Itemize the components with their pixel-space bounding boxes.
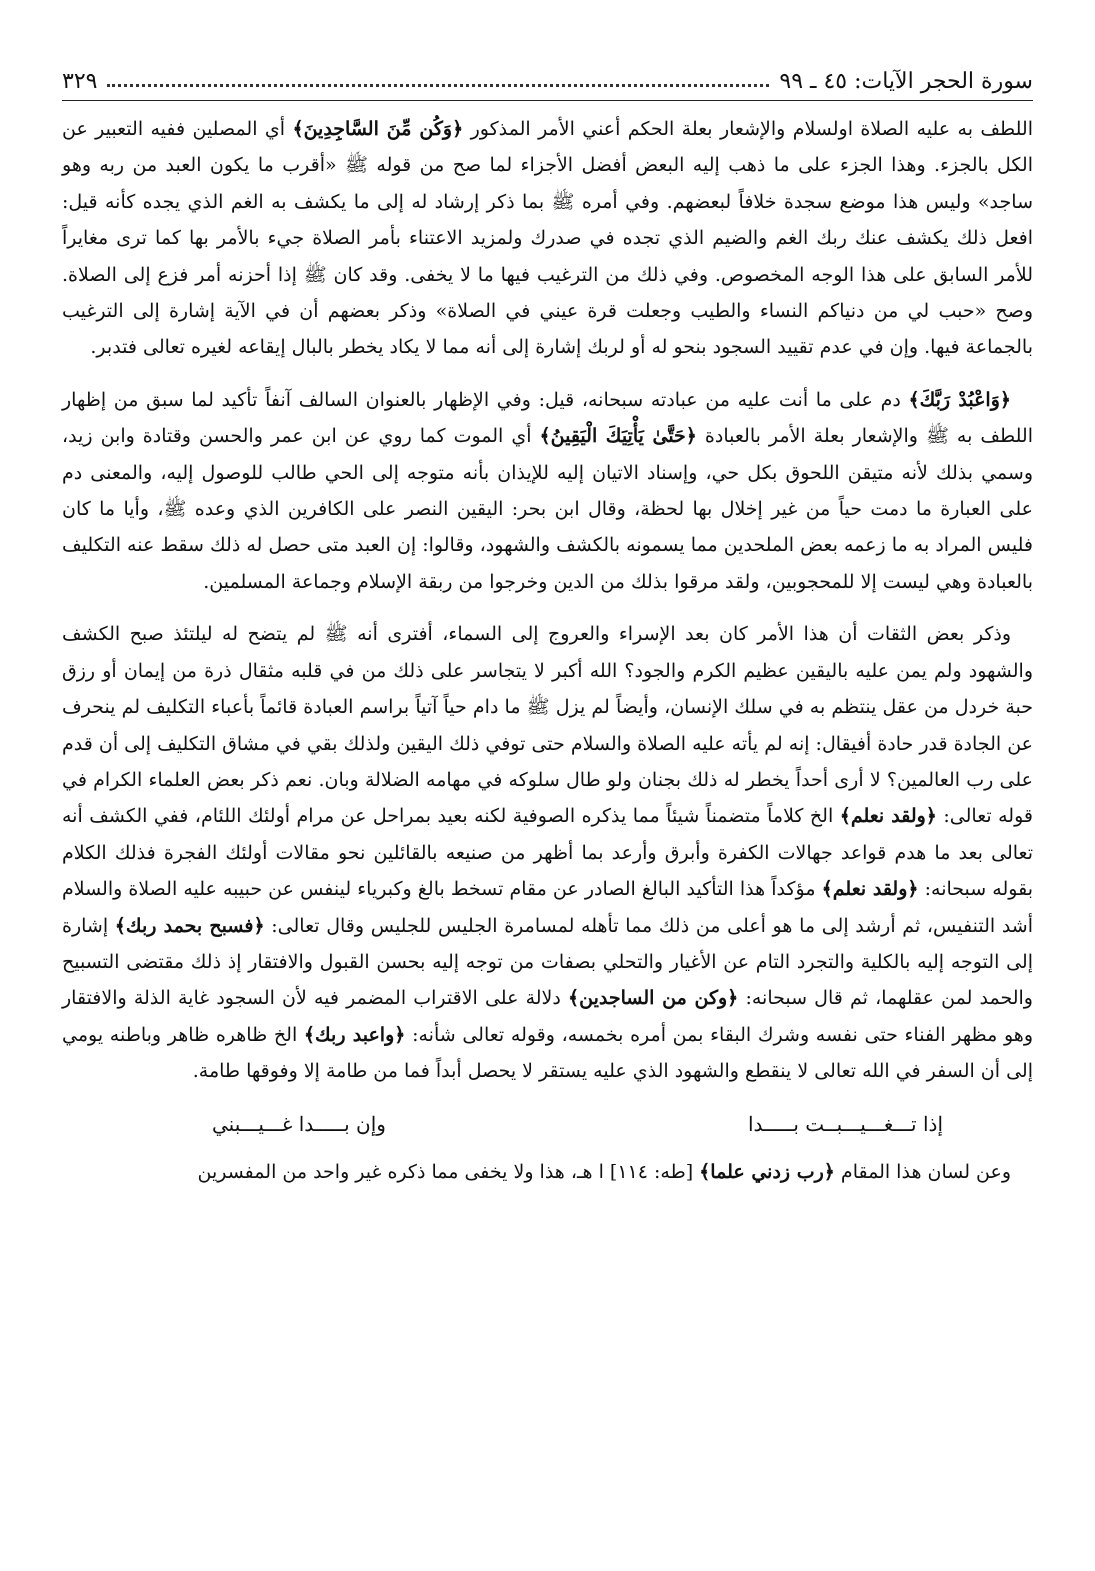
closing-paragraph xyxy=(62,1154,1033,1190)
quran-quote: ﴿رب زدني علما﴾ xyxy=(699,1160,835,1183)
verse-first-hemistich: إذا تـــغـــيـــبــت بـــــدا xyxy=(747,1111,943,1136)
text-segment: الخ ظاهره ظاهر وباطنه يومي إلى أن السفر في الله تعالى لا ينقطع والشهود الذي عليه يستقر لا يحصل أبداً فما من طامة إلا وفوقها طامة. xyxy=(62,1023,1033,1083)
text-segment: دلالة على الاقتراب المضمر فيه لأن السجود غاية الذلة والافتقار وهو مظهر الفناء حتى نفسه وشرك البقاء بمن أمره بخمسه، وقوله تعالى شأنه: xyxy=(62,987,1033,1046)
text-segment: مؤكداً هذا التأكيد البالغ الصادر عن مقام تسخط بالغ وكبرياء لينفس عن حبيبه عليه الصلاة والسلام أشد التنفيس، ثم أرشد إلى ما هو أعلى من ذلك مما تأهله لمسامرة الجليس للجليس وقال تعالى: xyxy=(62,878,1033,937)
quran-quote: ﴿واعبد ربك﴾ xyxy=(303,1023,406,1046)
text-segment: [طه: ١١٤] ا هـ، هذا ولا يخفى مما ذكره غير واحد من المفسرين xyxy=(197,1160,700,1183)
text-segment: أي الموت كما روي عن ابن عمر والحسن وقتادة وابن زيد، وسمي بذلك لأنه متيقن اللحوق بكل حي، وإسناد الاتيان إليه للإيذان بأنه متوجه إلى الحي طالب للوصول إليه، والمعنى دم على العبارة ما دمت حياً من غير إخلال بها لحظة، وقال ابن بحر: اليقين النصر على الكافرين الذي وعده ﷺ، وأيا ما كان فليس المراد به ما زعمه بعض الملحدين مما يسمونه بالكشف والشهود، وقالوا: إن العبد متى حصل له ذلك سقط عنه التكليف بالعبادة وهي ليست إلا للمحجوبين، ولقد مرقوا بذلك من الدين وخرجوا من ربقة الإسلام وجماعة المسلمين. xyxy=(62,425,1033,593)
poetry-verse xyxy=(212,1106,943,1142)
quran-quote: ﴿ولقد نعلم﴾ xyxy=(839,805,937,828)
paragraph-2 xyxy=(62,382,1033,600)
text-segment: إشارة إلى التوجه إليه بالكلية والتجرد التام عن الأغيار والتحلي بصفات من توجه إليه بحسن القبول والافتقار إذ ذلك مقتضى التسبيح والحمد لمن عقلهما، ثم قال سبحانه: xyxy=(62,914,1033,1010)
running-header xyxy=(62,58,1033,101)
quran-quote: ﴿وكن من الساجدين﴾ xyxy=(568,987,739,1010)
text-segment: دم على ما أنت عليه من عبادته سبحانه، قيل: وفي الإظهار بالعنوان السالف آنفاً تأكيد لما سبق من إظهار اللطف به ﷺ والإشعار بعلة الأمر بالعبادة xyxy=(62,388,1033,448)
text-segment: اللطف به عليه الصلاة اولسلام والإشعار بعلة الحكم أعني الأمر المذكور xyxy=(463,118,1033,140)
page-body xyxy=(62,111,1033,1190)
quran-quote: ﴿وَاعْبُدْ رَبَّكَ﴾ xyxy=(908,388,1011,411)
quran-quote: ﴿فسبح بحمد ربك﴾ xyxy=(114,914,265,937)
page-number: ٣٢٩ xyxy=(62,69,98,94)
paragraph-3 xyxy=(62,616,1033,1089)
quran-quote: ﴿وَكُن مِّنَ السَّاجِدِينَ﴾ xyxy=(292,118,464,140)
text-segment: أي المصلين ففيه التعبير عن الكل بالجزء. وهذا الجزء على ما ذهب إليه البعض أفضل الأجزاء لما صح من قوله ﷺ «أقرب ما يكون العبد من ربه وهو ساجد» وليس هذا موضع سجدة خلافاً لبعضهم. وفي أمره ﷺ بما ذكر إرشاد له إلى ما يكشف به الغم الذي يجده كأنه قيل: افعل ذلك يكشف عنك ربك الغم والضيم الذي تجده في صدرك ولمزيد الاعتناء بأمر الصلاة جيء بالأمر بها كما ترى مغايراً للأمر السابق على هذا الوجه المخصوص. وفي ذلك من الترغيب فيها ما لا يخفى. وقد كان ﷺ إذا أحزنه أمر فزع إلى الصلاة. وصح «حبب لي من دنياكم النساء والطيب وجعلت قرة عيني في الصلاة» وذكر بعضهم أن في الآية إشارة إلى الترغيب بالجماعة فيها. وإن في عدم تقييد السجود بنحو له أو لربك إشارة إلى أنه مما لا يكاد يخطر بالبال إيقاعه لغيره تعالى فتدبر. xyxy=(62,118,1033,359)
leader-dots xyxy=(107,84,769,87)
text-segment: وعن لسان هذا المقام xyxy=(834,1160,1011,1183)
surah-title: سورة الحجر الآيات: ٤٥ ـ ٩٩ xyxy=(779,69,1033,94)
quran-quote: ﴿ولقد نعلم﴾ xyxy=(821,878,919,901)
text-segment: وذكر بعض الثقات أن هذا الأمر كان بعد الإسراء والعروج إلى السماء، أفترى أنه ﷺ لم يتضح له ليلتئذ صبح الكشف والشهود ولم يمن عليه باليقين عظيم الكرم والجود؟ الله أكبر لا يتجاسر على ذلك من في قلبه مثقال ذرة من إيمان أو رزق حبة خردل من عقل ينتظم به في سلك الإنسان، وأيضاً لم يزل ﷺ ما دام حياً آتياً براسم العبادة قائماً بأعباء التكليف لم ينحرف عن الجادة قدر حادة أفيقال: إنه لم يأته عليه الصلاة والسلام حتى توفي ذلك اليقين ولذلك بقي في مشاق التكليف إلى أن قدم على رب العالمين؟ لا أرى أحداً يخطر له ذلك بجنان ولو طال سلوكه في مهامه الضلالة وبان. نعم ذكر بعض العلماء الكرام في قوله تعالى: xyxy=(62,623,1033,828)
text-segment: الخ كلاماً متضمناً شيئاً مما يذكره الصوفية لكنه بعيد بمراحل عن مرام أولئك اللئام، ففي الكشف أنه تعالى بعد ما هدم قواعد جهالات الكفرة وأبرق وأرعد بما أظهر من صنيعه بالقائلين نحو مقالات أولئك الفجرة فذلك الكلام بقوله سبحانه: xyxy=(62,805,1033,901)
verse-second-hemistich: وإن بـــــدا غـــيـــبني xyxy=(212,1111,386,1136)
paragraph-1 xyxy=(62,111,1033,366)
quran-quote: ﴿حَتَّىٰ يَأْتِيَكَ الْيَقِينُ﴾ xyxy=(539,425,697,448)
